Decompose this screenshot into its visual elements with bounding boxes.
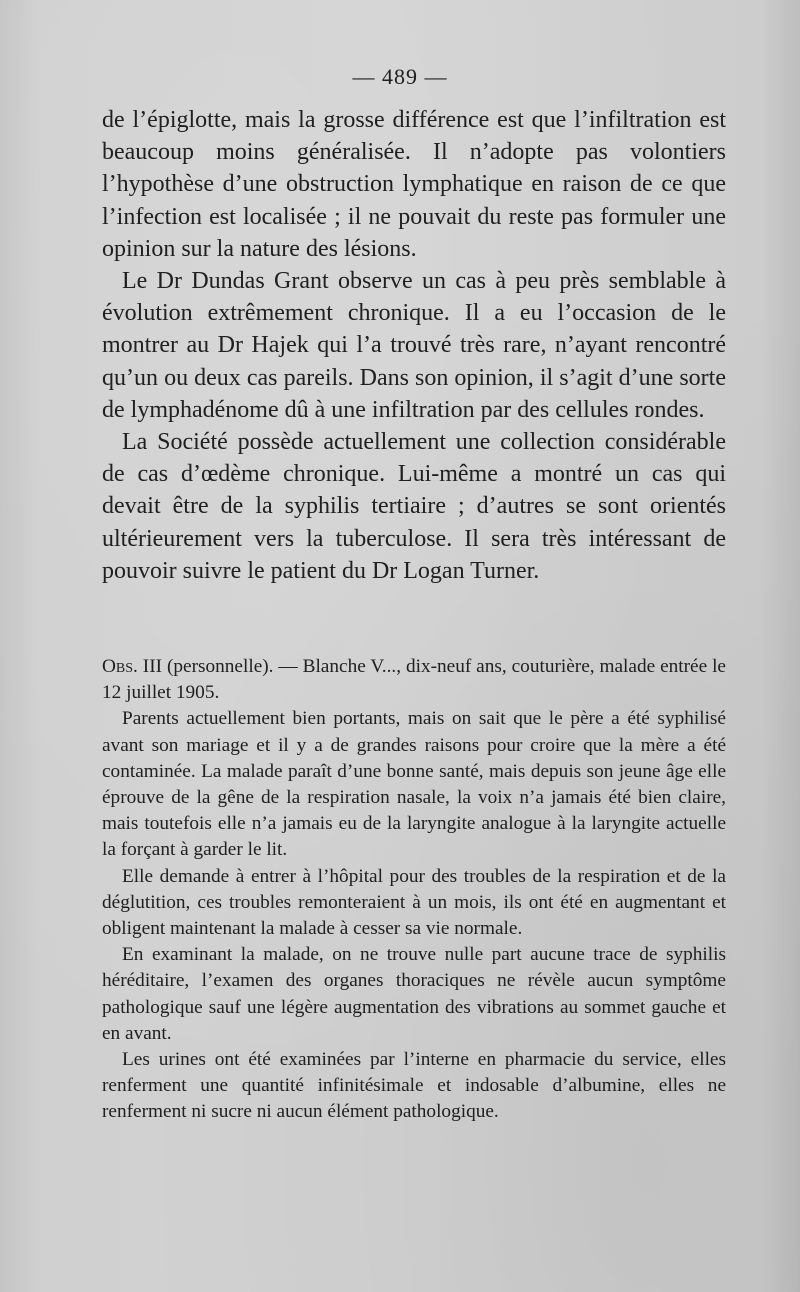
discussion-section [102,104,726,587]
paragraph-societe: La Société possède actuellement une collection considérable de cas d’œdème chronique. Lui-même a montré un cas qui devait être de la syphilis tertiaire ; d’autres se sont orientés ultérieurement vers la tuberculose. Il sera très intéressant de pouvoir suivre le patient du Dr Logan Turner. [102,429,726,584]
paragraph-dundas-grant: Le Dr Dundas Grant observe un cas à peu près semblable à évolution extrêmement chronique. Il a eu l’occasion de le montrer au Dr Hajek qui l’a trouvé très rare, n’ayant rencontré qu’un ou deux cas pareils. Dans son opinion, il s’agit d’une sorte de lymphadénome dû à une infiltration par des cellules rondes. [102,268,726,423]
observation-label: Obs. III [102,656,163,677]
observation-intro: (personnelle). — Blanche V..., dix-neuf ans, couturière, malade entrée le 12 juillet 1905. [102,656,726,704]
paragraph-hopital: Elle demande à entrer à l’hôpital pour des troubles de la respiration et de la déglutition, ces troubles remonteraient à un mois, ils ont été en augmentant et obligent maintenant la malade à cesser sa vie normale. [102,865,726,940]
page-number: — 489 — [352,64,448,89]
paragraph-examen: En examinant la malade, on ne trouve nulle part aucune trace de syphilis héréditaire, l’examen des organes thoraciques ne révèle aucun symptôme pathologique sauf une légère augmentation des vibrations au sommet gauche et en avant. [102,944,726,1044]
paragraph-parents: Parents actuellement bien portants, mais on sait que le père a été syphilisé avant son mariage et il y a de grandes raisons pour croire que la mère a été contaminée. La malade paraît d’une bonne santé, mais depuis son jeune âge elle éprouve de la gêne de la respiration nasale, la voix n’a jamais été bien claire, mais toutefois elle n’a jamais eu de la laryngite analogue à la laryngite actuelle la forçant à garder le lit. [102,708,726,861]
observation-section [102,654,726,1126]
paragraph-urines: Les urines ont été examinées par l’interne en pharmacie du service, elles renferment une quantité infinitésimale et indosable d’albumine, elles ne renferment ni sucre ni aucun élément pathologique. [102,1049,726,1123]
observation-heading [102,654,726,706]
paragraph-epiglotte: de l’épiglotte, mais la grosse différence est que l’infiltration est beaucoup moins généralisée. Il n’adopte pas volontiers l’hypothèse d’une obstruction lymphatique en raison de ce que l’infection est localisée ; il ne pouvait du reste pas formuler une opinion sur la nature des lésions. [102,107,726,262]
